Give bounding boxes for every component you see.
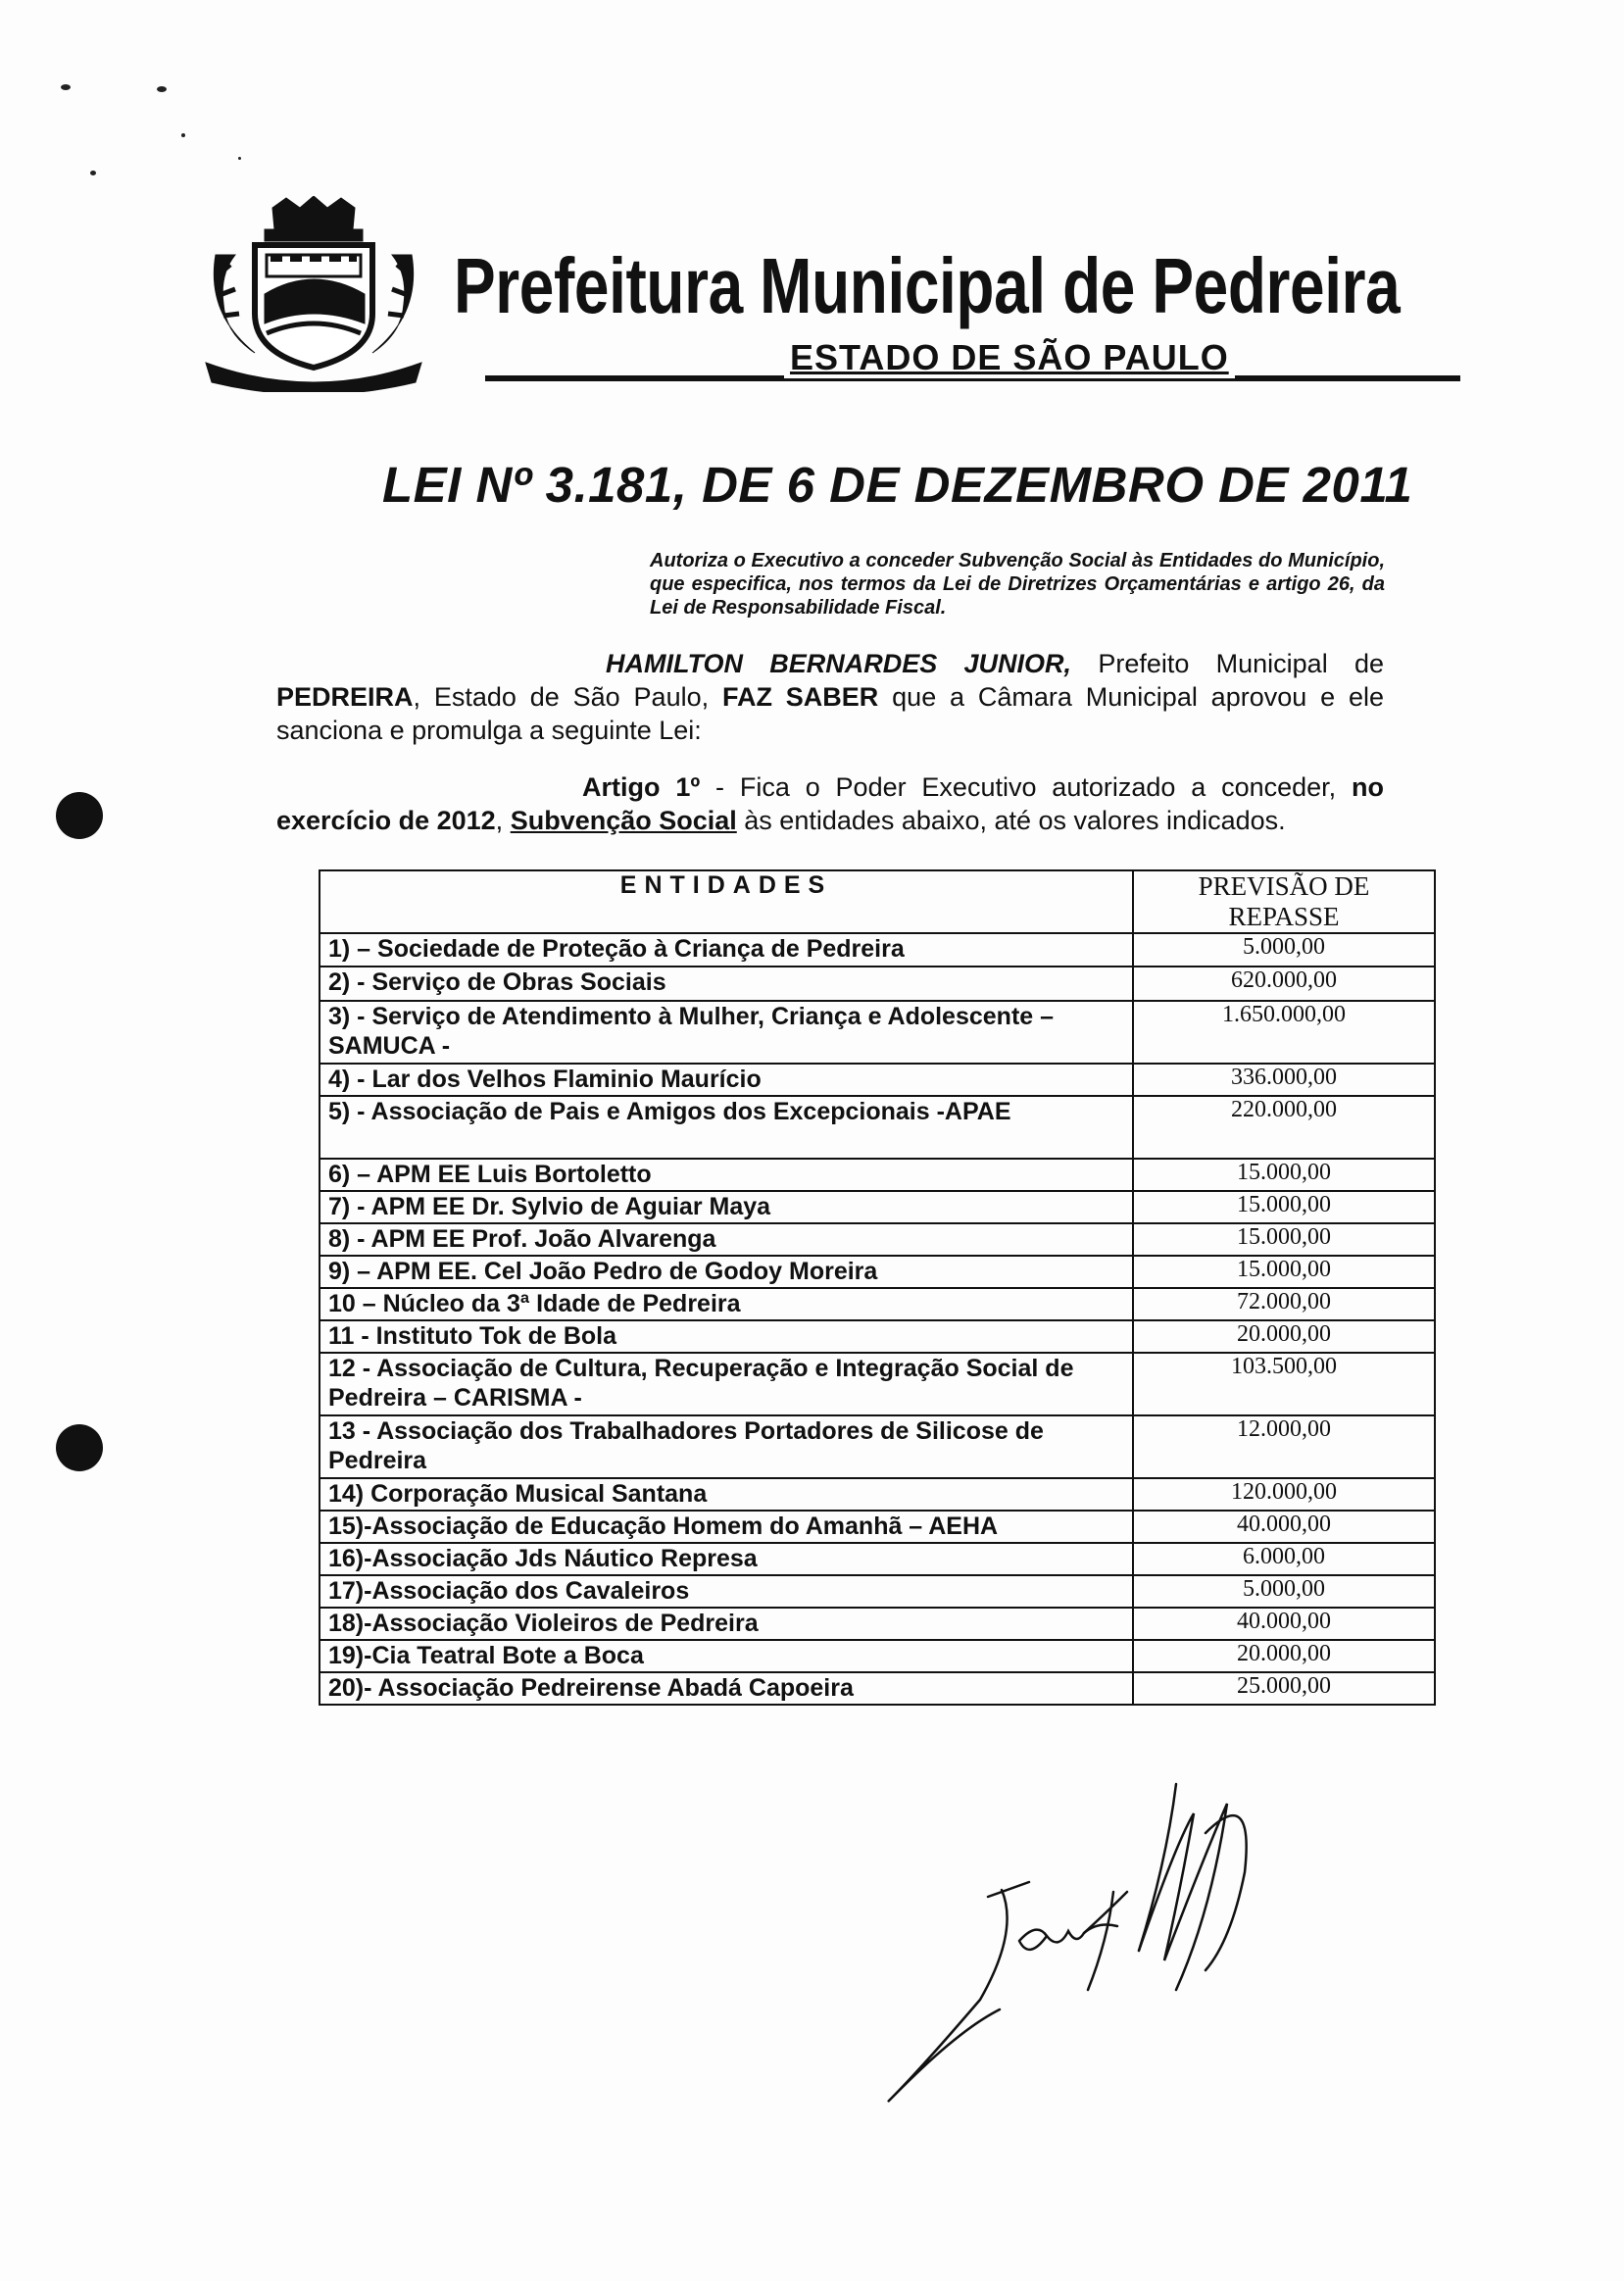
- transfer-value: 15.000,00: [1133, 1256, 1435, 1288]
- entity-name: 7) - APM EE Dr. Sylvio de Aguiar Maya: [320, 1191, 1133, 1223]
- transfer-value: 15.000,00: [1133, 1159, 1435, 1191]
- table-header-row: [320, 870, 1435, 933]
- transfer-value: 620.000,00: [1133, 967, 1435, 1001]
- law-title: LEI Nº 3.181, DE 6 DE DEZEMBRO DE 2011: [382, 457, 1413, 513]
- scan-speck: [61, 84, 71, 90]
- entity-name: 17)-Associação dos Cavaleiros: [320, 1575, 1133, 1608]
- column-header-entities: ENTIDADES: [320, 870, 1133, 933]
- entity-name: 1) – Sociedade de Proteção à Criança de Pedreira: [320, 933, 1133, 967]
- entity-name: 19)-Cia Teatral Bote a Boca: [320, 1640, 1133, 1672]
- table-row: [320, 1575, 1435, 1608]
- entity-name: 14) Corporação Musical Santana: [320, 1478, 1133, 1511]
- article-text: - Fica o Poder Executivo autorizado a conceder,: [700, 772, 1352, 802]
- table-row: [320, 1353, 1435, 1415]
- table-row: [320, 933, 1435, 967]
- table-row: [320, 1001, 1435, 1064]
- page-title: Prefeitura Municipal de Pedreira: [454, 242, 1401, 329]
- table-row: [320, 1064, 1435, 1096]
- handwritten-signature-icon: [882, 1774, 1294, 2127]
- table-row: [320, 1223, 1435, 1256]
- entity-name: 12 - Associação de Cultura, Recuperação e Integração Social de Pedreira – CARISMA -: [320, 1353, 1133, 1415]
- entity-name: 16)-Associação Jds Náutico Represa: [320, 1543, 1133, 1575]
- transfer-value: 1.650.000,00: [1133, 1001, 1435, 1064]
- transfer-value: 25.000,00: [1133, 1672, 1435, 1705]
- preamble-text: , Estado de São Paulo,: [413, 682, 722, 712]
- table-row: [320, 1096, 1435, 1159]
- transfer-value: 12.000,00: [1133, 1415, 1435, 1478]
- table-row: [320, 967, 1435, 1001]
- entity-name: 10 – Núcleo da 3ª Idade de Pedreira: [320, 1288, 1133, 1320]
- article-subvencao: Subvenção Social: [510, 806, 737, 835]
- transfer-value: 40.000,00: [1133, 1608, 1435, 1640]
- transfer-value: 120.000,00: [1133, 1478, 1435, 1511]
- law-summary: Autoriza o Executivo a conceder Subvenção Social às Entidades do Município, que especifica, nos termos da Lei de Diretrizes Orçamentárias e artigo 26, da Lei de Responsabilidade Fiscal.: [650, 550, 1385, 619]
- punch-hole: [56, 792, 103, 839]
- table-row: [320, 1672, 1435, 1705]
- transfer-value: 6.000,00: [1133, 1543, 1435, 1575]
- transfer-value: 20.000,00: [1133, 1640, 1435, 1672]
- table-row: [320, 1415, 1435, 1478]
- transfer-value: 103.500,00: [1133, 1353, 1435, 1415]
- entity-name: 4) - Lar dos Velhos Flaminio Maurício: [320, 1064, 1133, 1096]
- table-row: [320, 1511, 1435, 1543]
- transfer-value: 20.000,00: [1133, 1320, 1435, 1353]
- transfer-value: 40.000,00: [1133, 1511, 1435, 1543]
- scan-speck: [181, 133, 185, 137]
- table-row: [320, 1543, 1435, 1575]
- table-row: [320, 1288, 1435, 1320]
- faz-saber: FAZ SABER: [721, 682, 879, 712]
- scan-speck: [157, 86, 167, 92]
- entity-name: 18)-Associação Violeiros de Pedreira: [320, 1608, 1133, 1640]
- article-text: às entidades abaixo, até os valores indicados.: [736, 806, 1286, 835]
- table-row: [320, 1608, 1435, 1640]
- article-label: Artigo 1º: [582, 772, 701, 802]
- entity-name: 3) - Serviço de Atendimento à Mulher, Criança e Adolescente – SAMUCA -: [320, 1001, 1133, 1064]
- entity-name: 5) - Associação de Pais e Amigos dos Excepcionais -APAE: [320, 1096, 1133, 1159]
- transfer-value: 220.000,00: [1133, 1096, 1435, 1159]
- table-row: [320, 1191, 1435, 1223]
- entities-table: [319, 869, 1436, 1706]
- entity-name: 13 - Associação dos Trabalhadores Portadores de Silicose de Pedreira: [320, 1415, 1133, 1478]
- entity-name: 2) - Serviço de Obras Sociais: [320, 967, 1133, 1001]
- table-row: [320, 1640, 1435, 1672]
- scan-speck: [238, 157, 241, 160]
- table-row: [320, 1320, 1435, 1353]
- transfer-value: 336.000,00: [1133, 1064, 1435, 1096]
- article-text: ,: [495, 806, 511, 835]
- transfer-value: 72.000,00: [1133, 1288, 1435, 1320]
- transfer-value: 5.000,00: [1133, 933, 1435, 967]
- city-name: PEDREIRA: [276, 682, 414, 712]
- transfer-value: 15.000,00: [1133, 1223, 1435, 1256]
- entity-name: 6) – APM EE Luis Bortoletto: [320, 1159, 1133, 1191]
- mayor-name: HAMILTON BERNARDES JUNIOR,: [606, 649, 1072, 678]
- entity-name: 9) – APM EE. Cel João Pedro de Godoy Moreira: [320, 1256, 1133, 1288]
- punch-hole: [56, 1424, 103, 1471]
- preamble-paragraph: [276, 647, 1384, 747]
- column-header-value: PREVISÃO DE REPASSE: [1133, 870, 1435, 933]
- transfer-value: 15.000,00: [1133, 1191, 1435, 1223]
- municipal-coat-of-arms-icon: [196, 196, 431, 392]
- entity-name: 8) - APM EE Prof. João Alvarenga: [320, 1223, 1133, 1256]
- article-paragraph: [276, 770, 1384, 837]
- scan-speck: [90, 171, 96, 175]
- table-row: [320, 1478, 1435, 1511]
- preamble-text: Prefeito Municipal de: [1071, 649, 1384, 678]
- preamble-text: que a Câmara Municipal aprovou e ele sanciona e promulga a seguinte Lei:: [276, 682, 1384, 745]
- table-row: [320, 1159, 1435, 1191]
- transfer-value: 5.000,00: [1133, 1575, 1435, 1608]
- article-year: no exercício de 2012: [276, 772, 1384, 835]
- entity-name: 11 - Instituto Tok de Bola: [320, 1320, 1133, 1353]
- entity-name: 20)- Associação Pedreirense Abadá Capoeira: [320, 1672, 1133, 1705]
- header-subtitle: ESTADO DE SÃO PAULO: [784, 337, 1235, 378]
- table-row: [320, 1256, 1435, 1288]
- entity-name: 15)-Associação de Educação Homem do Amanhã – AEHA: [320, 1511, 1133, 1543]
